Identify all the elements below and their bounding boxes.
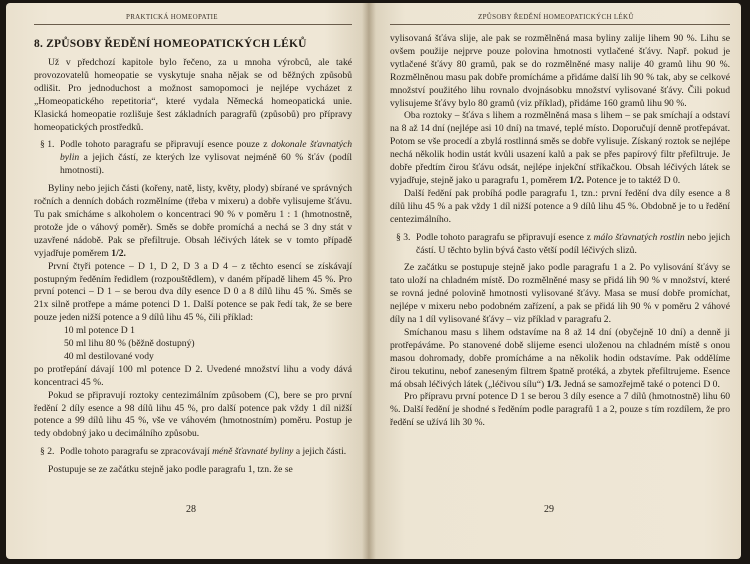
chapter-title: 8. ZPŮSOBY ŘEDĚNÍ HOMEOPATICKÝCH LÉKŮ <box>34 38 307 50</box>
page-number: 28 <box>186 504 196 515</box>
running-header: PRAKTICKÁ HOMEOPATIE <box>126 13 218 21</box>
section-text <box>416 232 730 258</box>
section-emphasis: málo šťavnatých rostlin <box>593 231 685 243</box>
paragraph: Další ředění pak probíhá podle paragrafu 1, tzn.: první ředění dva díly esence a 8 dílů lihu 45 % a pak vždy 1 díl nižší potence a 9 dílů lihu 45 %. Obdobně je to u ředění centezimálního. <box>390 187 730 225</box>
section-text-end: a jejich částí, ze kterých lze vylisovat nejméně 60 % šťáv (podíl hmotnosti). <box>60 152 352 177</box>
section-text-start: Podle tohoto paragrafu se připravují esence pouze z <box>60 139 268 151</box>
header-rule <box>34 24 352 25</box>
section-emphasis: dokonale šťavnatých bylin <box>60 139 352 164</box>
list-item: 40 ml destilované vody <box>64 350 154 362</box>
paragraph-text: Oba roztoky – šťáva s lihem a rozmělněná masa s lihem – se pak smíchají a odstaví na 8 až 14 dní (nejlépe asi 10 dní) na tmavé, teplé místo. Doporučují denně protřepávat. Potom se vše procedí a zbylá rostlinná směs se dobře vylisuje. Získaný roztok se nejlépe nechá několik hodin ustát kvůli usazení kalů a pak se přes papírový filtr přefiltruje. Je dobře předtím čirou šťávu odsát, nejlépe injekční stříkačkou. Obsah léčivých látek se vyjadřuje, stejně jako u paragrafu 1, poměrem <box>390 110 730 186</box>
section-mark: § 2. <box>40 446 55 458</box>
paragraph-text-end: Jedná se samozřejmě také o potenci D 0. <box>563 378 720 390</box>
paragraph: po protřepání dávají 100 ml potence D 2. Uvedené množství lihu a vody dává koncentraci 45 %. <box>34 363 352 388</box>
list-item: 50 ml lihu 80 % (běžně dostupný) <box>64 338 195 350</box>
paragraph <box>34 183 352 260</box>
paragraph: Pokud se připravují roztoky centezimálním způsobem (C), bere se pro první ředění 2 díly esence a 98 dílů lihu 45 %, pro další potence pak vždy 1 díl nižší potence a 99 dílů lihu 45 %, vše ve váhovém (hmotnostním) poměru. Postup je tedy obdobný jako u decimálního způsobu. <box>34 389 352 440</box>
paragraph: Ze začátku se postupuje stejně jako podle paragrafu 1 a 2. Po vylisování šťávy se tato uloží na chladném místě. Do rozmělněné masy se přidá lih 90 % v množství, které se rovná jedné polovině hmotnosti vylisované šťávy. Masa se musí dobře promíchat, nejlépe v mixeru nebo podobném zařízení, a pak se přidá lih 90 % v poměru 2 váhové díly na 1 díl vylisované šťávy – viz příklad v paragrafu 2. <box>390 262 730 326</box>
section-text-start: Podle tohoto paragrafu se připravují esence z <box>416 231 591 243</box>
section-text-start: Podle tohoto paragrafu se zpracovávají <box>60 446 210 458</box>
paragraph-text-end: Potence je to taktéž D 0. <box>586 174 681 186</box>
paragraph-text: Byliny nebo jejich části (kořeny, natě, listy, květy, plody) sbírané ve správných ročních a denních dobách rozmělníme (třeba v mixeru) a dobře vylisujeme šťávu. Tu pak smícháme s alkoholem o koncentraci 90 % v poměru 1 : 1 (hmotnostně, protože jde o váhový poměr). Směs se dobře promíchá a nechá se 3 dny stát v uzavřené nádobě. Pak se přefiltruje. Obsah léčivých látek se v tomto případě vyjadřuje poměrem <box>34 183 352 259</box>
section-2 <box>34 446 352 459</box>
section-emphasis: méně šťavnaté byliny <box>212 446 294 458</box>
paragraph-text: Smíchanou masu s lihem odstavíme na 8 až 14 dní (obyčejně 10 dní) a denně ji protřepáváme. Po stanovené době slijeme esenci uloženou na chladném místě s onou masou dohromady, dobře promícháme a na několik hodin odstavíme. Pak oddělíme čirou tekutinu, nebof zaneseným filtrem špatně protéká, a zbytek přefiltrujeme. Esence má obsah léčivých látek („léčivou sílu“) <box>390 326 730 390</box>
ratio-bold: 1/3. <box>546 378 562 390</box>
section-mark: § 3. <box>396 231 411 243</box>
section-text-end: nebo jejich částí. U těchto bylin bývá často větší podíl léčivých slizů. <box>416 231 731 256</box>
left-page <box>6 3 368 559</box>
section-mark: § 1. <box>40 139 55 151</box>
paragraph: vylisovaná šťáva slije, ale pak se rozmělněná masa byliny zalije lihem 90 %. Lihu se ovšem použije nejprve pouze polovina hmotnosti vytlačené šťávy. Např. pokud je vytlačené šťávy 80 gramů, pak se do rozmělněné masy nalije 40 gramů lihu 90 %. Rozmělněnou masu pak dobře promícháme a přidáme další lih 90 % tak, aby se celkové množství použitého lihu rovnalo dvojnásobku množství vylisované šťávy. Čili pokud vylisujeme šťávy bylo 80 gramů (viz příklad), přidáme 160 gramů lihu 90 %. <box>390 33 730 109</box>
section-text <box>60 446 352 459</box>
running-header: ZPŮSOBY ŘEDĚNÍ HOMEOPATICKÝCH LÉKŮ <box>478 13 634 21</box>
example-list <box>64 325 352 364</box>
section-text <box>60 139 352 178</box>
section-1 <box>34 139 352 178</box>
intro-paragraph: Už v předchozí kapitole bylo řečeno, za u mnoha výrobců, ale také provozovatelů homeopatie se vyskytuje snaha nějak se od běžných způsobů odlišit. Pro jednoduchost a možnost samopomoci je nejlépe vycházet z „Homeopatického repetitoria“, které vydala Německá homeopatická unie. Klasická homeopatie rozlišuje šest základních paragrafů (způsobů) pro přípravy homeopatických prostředků. <box>34 57 352 133</box>
paragraph <box>390 327 730 392</box>
page-content <box>390 33 730 430</box>
book-spread <box>6 3 741 559</box>
list-item: 10 ml potence D 1 <box>64 325 135 337</box>
ratio-bold: 1/2. <box>569 174 584 186</box>
paragraph <box>390 110 730 187</box>
section-text-end: a jejich části. <box>295 446 347 458</box>
header-rule <box>390 24 730 25</box>
paragraph: Postupuje se ze začátku stejně jako podle paragrafu 1, tzn. že se <box>48 464 293 476</box>
paragraph: Pro přípravu první potence D 1 se berou 3 díly esence a 7 dílů (hmotnostně) lihu 60 %. Další ředění je shodné s ředěním podle paragrafů 1 a 2, pouze s tím rozdílem, že pro ředění se užívá lih 30 %. <box>390 391 730 429</box>
paragraph: První čtyři potence – D 1, D 2, D 3 a D 4 – z těchto esencí se získávají postupným ředěním ředidlem (rozpouštědlem), v daném případě lihem 45 %. Pro první potenci – D 1 – se berou dva díly esence D 0 a 8 dílů lihu 45 %. Směs se 21x silně protřepe a máme potenci D 1. Další potence se pak ředí tak, že se bere pouze jeden nižší potence a 9 dílů lihu 45 %, čili příklad: <box>34 260 352 324</box>
right-page <box>368 3 741 559</box>
section-3 <box>390 232 730 258</box>
page-content <box>34 37 352 477</box>
page-number: 29 <box>544 504 554 515</box>
ratio-bold: 1/2. <box>111 247 126 259</box>
